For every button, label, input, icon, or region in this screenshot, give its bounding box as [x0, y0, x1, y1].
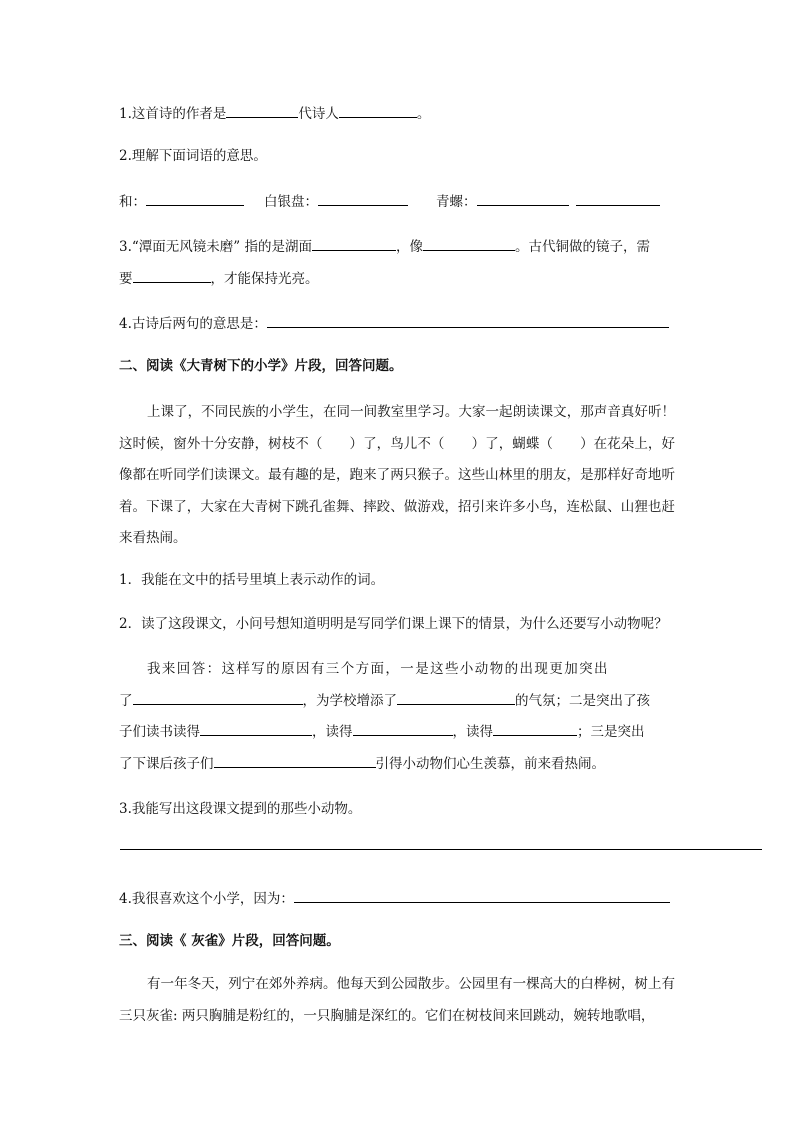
section-2-question-2: 2．读了这段课文，小问号想知道明明是写同学们课上课下的情景，为什么还要写小动物呢？	[119, 616, 668, 632]
section-2-question-3: 3.我能写出这段课文提到的那些小动物。	[119, 801, 362, 817]
section-2-question-1: 1．我能在文中的括号里填上表示动作的词。	[119, 572, 385, 588]
answer-blank[interactable]	[267, 313, 669, 328]
question-1: 1.这首诗的作者是 代诗人 。	[119, 103, 430, 124]
section-2-answer: 我来回答：这样写的原因有三个方面，一是这些小动物的出现更加突出 了 ，为学校增添了 的气氛；二是突出了孩 子们读书读得 ，读得 ，读得 ；三是突出 了下课后孩子们 引得小动物们心生羡慕，前来看热闹。	[119, 661, 650, 772]
answer-blank[interactable]	[353, 721, 453, 736]
answer-blank[interactable]	[576, 191, 660, 206]
answer-blank[interactable]	[146, 191, 244, 206]
answer-blank[interactable]	[214, 753, 376, 768]
question-3-line1: 3.“潭面无风镜未磨” 指的是湖面 ，像 。古代铜做的镜子，需	[119, 236, 650, 257]
section-3-passage: 有一年冬天，列宁在郊外养病。他每天到公园散步。公园里有一棵高大的白桦树，树上有三只灰雀: 两只胸脯是粉红的，一只胸脯是深红的。它们在树枝间来回跳动，婉转地歌唱，	[119, 976, 675, 1024]
question-2-words: 和： 白银盘： 青螺：	[119, 191, 660, 212]
section-2-passage: 上课了，不同民族的小学生，在同一间教室里学习。大家一起朗读课文，那声音真好听！这时候，窗外十分安静，树枝不（ ）了，鸟儿不（ ）了，蝴蝶（ ）在花朵上，好像都在听同学们读课文。最有趣的是，跑来了两只猴子。这些山林里的朋友，是那样好奇地听着。下课了，大家在大青树下跳孔雀舞、摔跤、做游戏，招引来许多小鸟，连松鼠、山狸也赶来看热闹。	[119, 404, 675, 546]
answer-blank[interactable]	[133, 690, 303, 705]
answer-blank[interactable]	[423, 236, 515, 251]
answer-blank[interactable]	[200, 721, 312, 736]
answer-blank[interactable]	[294, 888, 670, 903]
question-4: 4.古诗后两句的意思是：	[119, 313, 669, 334]
answer-blank[interactable]	[226, 103, 298, 118]
question-3-line2: 要 ，才能保持光亮。	[119, 268, 319, 289]
section-2-question-4: 4.我很喜欢这个小学，因为：	[119, 888, 670, 909]
answer-blank[interactable]	[339, 103, 417, 118]
answer-blank[interactable]	[493, 721, 577, 736]
question-2-title: 2.理解下面词语的意思。	[119, 148, 267, 164]
answer-blank[interactable]	[133, 268, 211, 283]
answer-blank[interactable]	[312, 236, 396, 251]
answer-blank[interactable]	[477, 191, 569, 206]
section-2-heading: 二、阅读《大青树下的小学》片段，回答问题。	[119, 358, 403, 374]
section-3-heading: 三、阅读《 灰雀》片段，回答问题。	[119, 933, 340, 949]
answer-line[interactable]	[120, 849, 762, 850]
answer-blank[interactable]	[397, 690, 515, 705]
answer-blank[interactable]	[318, 191, 408, 206]
